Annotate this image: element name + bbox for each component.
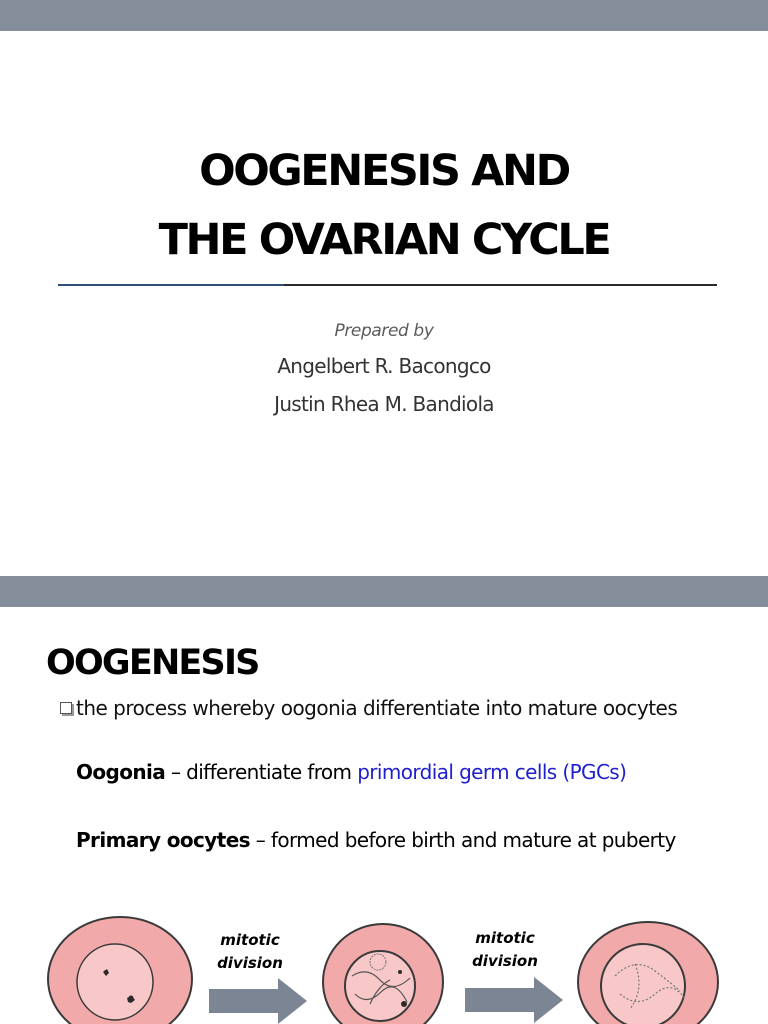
definition-text: – differentiate from — [165, 760, 358, 784]
prepared-by-label: Prepared by — [334, 321, 434, 341]
mitotic-division-label: mitotic division — [217, 931, 283, 972]
cell-division-diagram — [0, 894, 768, 1024]
slide-top-bar — [0, 0, 768, 31]
definition-highlight: primordial germ cells (PGCs) — [357, 760, 627, 784]
definition-oogonia — [76, 760, 626, 784]
author-name: Justin Rhea M. Bandiola — [274, 392, 494, 416]
right-arrow-icon — [209, 978, 307, 1024]
dividing-cell-icon — [323, 924, 443, 1024]
oogenesis-figure — [0, 894, 768, 1024]
title-line-2: THE OVARIAN CYCLE — [158, 215, 610, 265]
content-slide — [0, 576, 768, 1024]
title-divider — [58, 284, 717, 286]
right-arrow-icon — [465, 977, 563, 1023]
title-line-1: OOGENESIS AND — [199, 146, 569, 196]
bullet-text: the process whereby oogonia differentiate into mature oocytes — [76, 696, 678, 720]
mitotic-division-label: mitotic division — [472, 929, 538, 970]
definition-primary-oocytes — [76, 828, 676, 852]
slide-heading: OOGENESIS — [46, 643, 259, 683]
slide-top-bar — [0, 576, 768, 607]
definition-text: – formed before birth and mature at puberty — [249, 828, 676, 852]
definition-term: Oogonia — [76, 760, 166, 784]
author-name: Angelbert R. Bacongco — [277, 354, 491, 378]
square-bullet-icon — [60, 702, 72, 714]
bullet-item — [60, 696, 677, 720]
definition-term: Primary oocytes — [76, 828, 250, 852]
primary-oocyte-cell-icon — [578, 922, 718, 1024]
oogonium-cell-icon — [48, 917, 192, 1024]
